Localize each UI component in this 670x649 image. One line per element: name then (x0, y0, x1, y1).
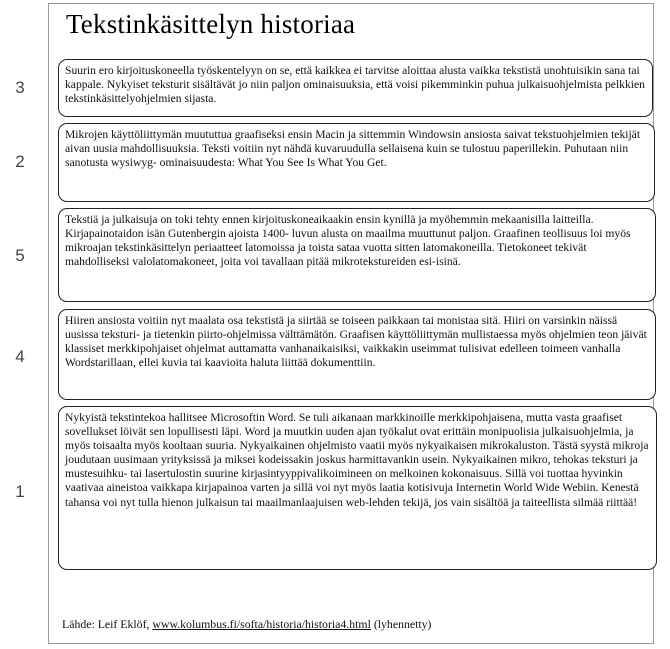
source-prefix: Lähde: Leif Eklöf, (62, 617, 150, 631)
paragraph-box (58, 59, 653, 117)
paragraph-number: 3 (15, 78, 25, 97)
source-link[interactable]: www.kolumbus.fi/softa/historia/historia4.html (152, 617, 371, 631)
paragraph-box (58, 309, 656, 400)
paragraph-number: 1 (15, 482, 25, 501)
paragraph-number: 5 (15, 246, 25, 265)
page-title: Tekstinkäsittelyn historiaa (66, 9, 356, 39)
paragraph-text: Suurin ero kirjoituskoneella työskentelyyn on se, että kaikkea ei tarvitse aloittaa alusta vaikka tekstistä unohtuisikin sana tai kappale. Nykyiset teksturit sisältävät jo niin paljon ominaisuuksia, että voisi pikemminkin puhua julkaisuohjelmista pelkkien tekstinkäsittelyohjelmien sijasta. (65, 64, 645, 106)
source-suffix: (lyhennetty) (373, 617, 432, 631)
paragraph-number: 2 (15, 152, 25, 171)
paragraph-text: Mikrojen käyttöliittymän muututtua graafiseksi ensin Macin ja sittemmin Windowsin ansiosta saivat tekstuohjelmien tekijät aivan uusia mahdollisuuksia. Teksti voitiin nyt nähdä kuvaruudulla sellaisena kuin se tulostuu paperillekin. Puhutaan niin sanotusta wysiwyg- ominaisuudesta: What You See Is What You Get. (65, 128, 641, 170)
paragraph-box (58, 123, 655, 202)
paragraph-number: 4 (15, 347, 25, 366)
paragraph-box (58, 406, 657, 570)
paragraph-text: Hiiren ansiosta voitiin nyt maalata osa tekstistä ja siirtää se toiseen paikkaan tai monistaa sitä. Hiiri on varsinkin näissä uusissa teksturi- ja tietenkin piirto-ohjelmissa välttämätön. Graafisen käyttöliittymän mullistaessa myös ohjelmien teon jäivät klassiset merkkipohjaiset ohjelmat auttamatta vanhanaikaisiksi, vaikkakin useimmat tulisivat edelleen toimeen vanhalla Wordstarillaan, ellei kuvia tai kaavioita haluta liittää dokumenttiin. (65, 314, 647, 370)
source-citation (62, 617, 431, 632)
paragraph-text: Tekstiä ja julkaisuja on toki tehty ennen kirjoituskoneaikaakin ensin kynillä ja myöhemmin mekaanisilla laitteilla. Kirjapainotaidon isän Gutenbergin ajoista 1400- luvun alusta on maailma muuttunut paljon. Graafinen teollisuus loi myös mikroajan tekstinkäsittelyn periaatteet latomoissa ja toista sataa vuotta sitten latomakoneilla. Tietokoneet tekivät mahdolliseksi valolatomakoneet, joita voi tavallaan pitää mikrotekstureiden esi-isinä. (65, 213, 631, 269)
paragraph-text: Nykyistä tekstintekoa hallitsee Microsoftin Word. Se tuli aikanaan markkinoille merkkipohjaisena, mutta vasta graafiset sovellukset löivät sen lopullisesti läpi. Word ja muutkin uuden ajan työkalut ovat erittäin monipuolisia julkaisuohjelmia, ja myös toisaalta myös kooltaan suuria. Nykyaikainen ohjelmisto vaatii myös nykyaikaisen mikrokaluston. Tästä syystä mikroja joudutaan uusimaan yrityksissä ja miksei kodeissakin joskus harmittavankin usein. Nykyaikainen mikro, tehokas teksturi ja mustesuihku- tai lasertulostin suurine kirjasintyyppivalikoimineen on melkoinen kokonaisuus. Sillä voi tuottaa hyvinkin vaativaa aineistoa vaikkapa kirjapainoa varten ja sillä voi nyt myös laatia kotisivuja Internetin World Wide Webiin. Kenestä tahansa voi nyt tulla hienon julkaisun tai maailmanlaajuisen web-lehden tekijä, jos vain sisältöä ja taiteellista silmää riittää! (65, 411, 649, 509)
paragraph-box (58, 208, 656, 302)
